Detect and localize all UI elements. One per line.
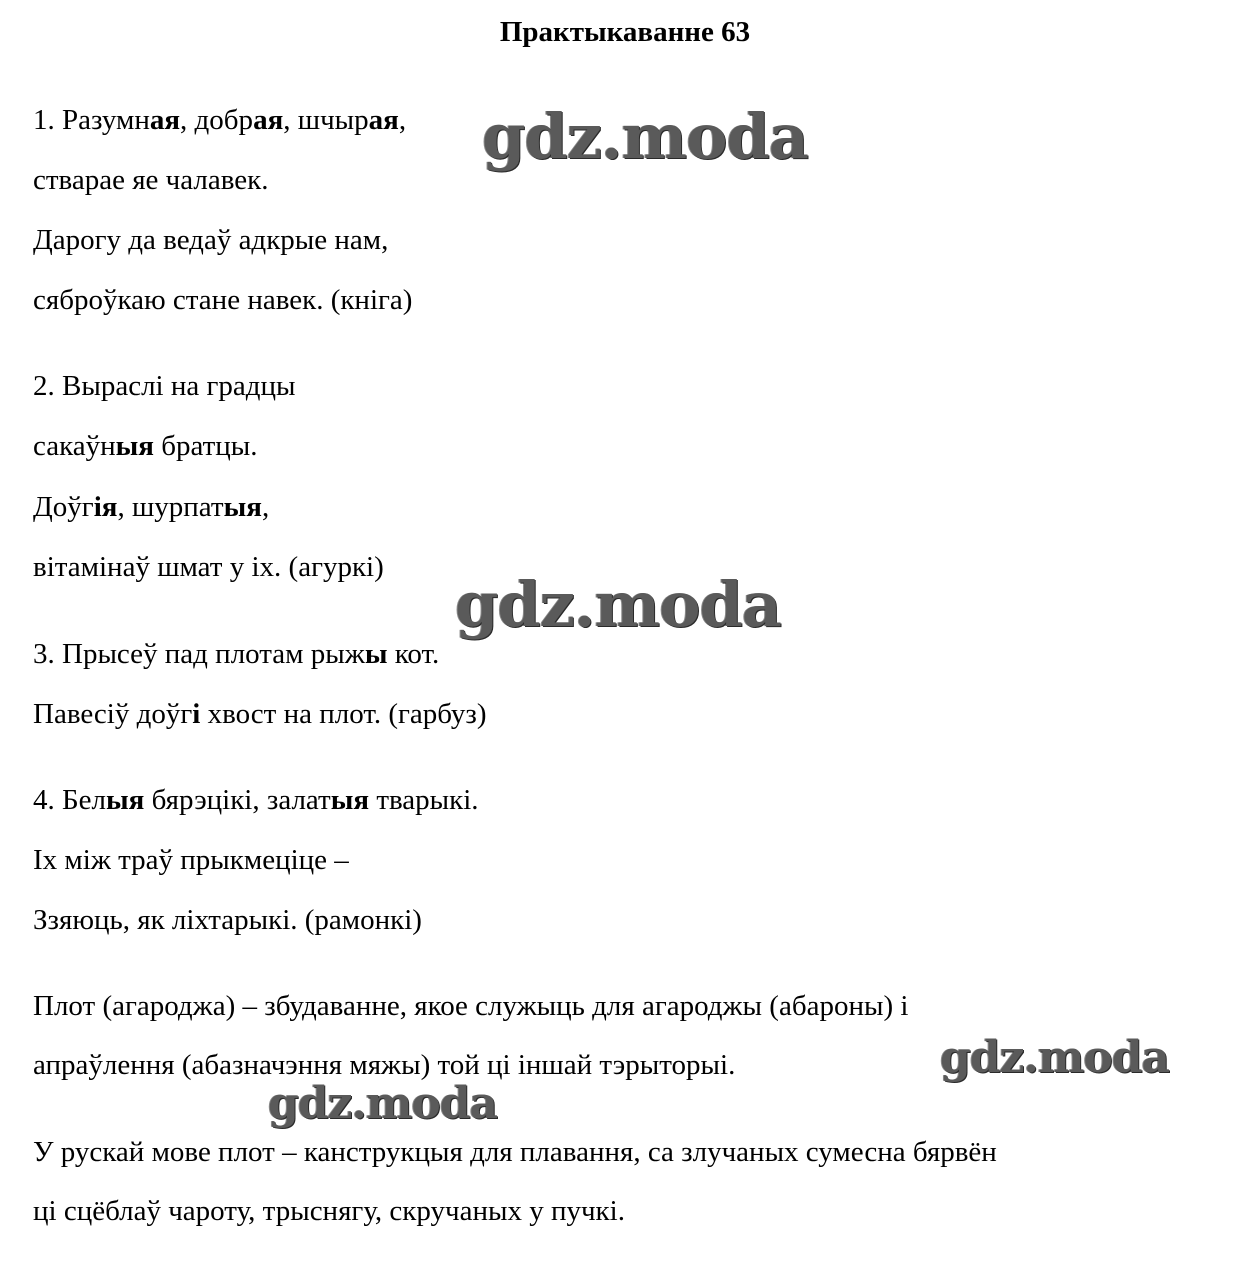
text-segment: 4. Бел (33, 784, 106, 816)
text-segment: вітамінаў шмат у іх. (агуркі) (33, 551, 384, 583)
text-segment: 3. Прысеў пад плотам рыж (33, 638, 365, 670)
text-segment: , (398, 104, 407, 136)
text-segment: 2. Выраслі на градцы (33, 370, 296, 402)
note-russian-line-1: У рускай мове плот – канструкцыя для плавання, са злучаных сумесна бярвён (33, 1136, 997, 1168)
bold-ending: ая (368, 104, 399, 136)
text-segment: Іх між траў прыкмеціце – (33, 844, 349, 876)
text-segment: братцы. (153, 430, 258, 462)
text-segment: хвост на плот. (гарбуз) (200, 698, 487, 730)
bold-ending: ы (364, 638, 388, 670)
text-segment: бярэцікі, залат (144, 784, 331, 816)
riddle-2-line-2 (33, 428, 258, 464)
text-segment: Ззяюць, як ліхтарыкі. (рамонкі) (33, 904, 422, 936)
text-segment: , (261, 491, 270, 523)
riddle-2-line-1 (33, 368, 296, 404)
riddle-3-line-1 (33, 636, 439, 672)
note-plot-line-1: Плот (агароджа) – збудаванне, якое служыць для агароджы (абароны) і (33, 990, 909, 1022)
watermark: gdz.moda (455, 568, 781, 641)
watermark: gdz.moda (940, 1032, 1170, 1083)
watermark: gdz.moda (482, 100, 808, 173)
text-segment: Павесіў доўг (33, 698, 193, 730)
riddle-4-line-2 (33, 842, 349, 878)
bold-ending: ая (253, 104, 284, 136)
bold-ending: ыя (223, 491, 262, 523)
bold-ending: ыя (330, 784, 370, 816)
riddle-1-line-4 (33, 282, 412, 318)
page-title: Практыкаванне 63 (499, 16, 751, 48)
text-segment: , шчыр (283, 104, 369, 136)
riddle-1-line-1 (33, 102, 406, 138)
text-segment: тварыкі. (369, 784, 479, 816)
watermark: gdz.moda (268, 1078, 498, 1129)
text-segment: сяброўкаю стане навек. (кніга) (33, 284, 413, 316)
riddle-2-line-3 (33, 489, 269, 525)
text-segment: , шурпат (117, 491, 224, 523)
bold-ending: ыя (106, 784, 145, 816)
riddle-3-line-2 (33, 696, 487, 732)
riddle-1-line-3 (33, 222, 388, 258)
note-plot-line-2: апраўлення (абазначэння мяжы) той ці іншай тэрыторыі. (33, 1049, 736, 1081)
riddle-1-line-2 (33, 162, 268, 198)
riddle-2-line-4 (33, 549, 384, 585)
bold-ending: ая (149, 104, 181, 136)
text-segment: 1. Разумн (33, 104, 150, 136)
text-segment: Доўг (33, 491, 94, 523)
note-russian-line-2: ці сцёблаў чароту, трыснягу, скручаных у пучкі. (33, 1195, 625, 1227)
text-segment: , добр (180, 104, 254, 136)
bold-ending: і (192, 698, 201, 730)
text-segment: Дарогу да ведаў адкрые нам, (33, 224, 389, 256)
text-segment: кот. (387, 638, 440, 670)
text-segment: ствараe яе чалавек. (33, 164, 269, 196)
bold-ending: ія (93, 491, 118, 523)
bold-ending: ыя (115, 430, 154, 462)
riddle-4-line-1 (33, 782, 479, 818)
riddle-4-line-3 (33, 902, 422, 938)
text-segment: сакаўн (33, 430, 116, 462)
